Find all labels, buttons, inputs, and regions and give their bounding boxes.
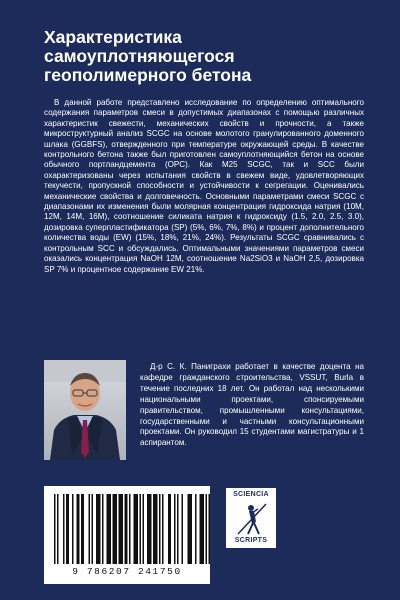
barcode-bar xyxy=(162,494,164,564)
author-bio: Д-р С. К. Паниграхи работает в качестве доцента на кафедре гражданского строительства, VSSUT, Burla в течение последних 18 лет. Он работал над несколькими национальными проектами, спонсируемыми правительством, промышленными консультациями, государственными и частными консультационными проектами. Он руководил 15 студентами магистратуры и 1 аспирантом. xyxy=(140,362,364,448)
barcode-bar xyxy=(114,494,116,564)
barcode-bar xyxy=(57,494,59,564)
barcode-bar xyxy=(159,494,161,564)
barcode-bar xyxy=(122,494,124,564)
logo-text-top: SCIENCIA xyxy=(233,491,269,498)
barcode-bar xyxy=(83,494,85,564)
barcode-bar xyxy=(134,494,136,564)
barcode-bar xyxy=(182,494,184,564)
barcode-bar xyxy=(77,494,79,564)
barcode-bar xyxy=(113,494,115,564)
barcode-bar xyxy=(135,494,137,564)
barcode-bar xyxy=(126,494,128,564)
isbn-barcode xyxy=(44,486,210,584)
barcode-bar xyxy=(137,494,139,564)
barcode-bar xyxy=(155,494,157,564)
barcode-bar xyxy=(107,494,109,564)
barcode-bar xyxy=(170,494,172,564)
barcode-bar xyxy=(63,494,65,564)
book-title xyxy=(44,28,364,85)
barcode-bar xyxy=(191,494,193,564)
barcode-bar xyxy=(195,494,197,564)
title-line-2: самоуплотняющегося xyxy=(44,46,235,66)
barcode-bar xyxy=(102,494,104,564)
barcode-bar xyxy=(203,494,205,564)
barcode-bar xyxy=(98,494,100,564)
barcode-bar xyxy=(206,494,208,564)
author-portrait-illustration xyxy=(44,360,126,460)
barcode-bar xyxy=(149,494,151,564)
barcode-bar xyxy=(78,494,80,564)
barcode-bar xyxy=(201,494,203,564)
barcode-bar xyxy=(150,494,152,564)
barcode-bar xyxy=(147,494,149,564)
barcode-bar xyxy=(54,494,56,564)
barcode-bar xyxy=(119,494,121,564)
barcode-bar xyxy=(99,494,101,564)
barcode-bar xyxy=(129,494,131,564)
barcode-bar xyxy=(189,494,191,564)
barcode-bar xyxy=(143,494,145,564)
barcode-bar xyxy=(168,494,170,564)
barcode-bar xyxy=(92,494,94,564)
publisher-logo xyxy=(226,488,276,548)
barcode-bar xyxy=(96,494,98,564)
barcode-bar xyxy=(116,494,118,564)
barcode-bar xyxy=(188,494,190,564)
logo-text-bottom: SCRIPTS xyxy=(234,537,268,544)
barcode-bar xyxy=(200,494,202,564)
barcode-bar xyxy=(140,494,142,564)
barcode-bar xyxy=(68,494,70,564)
barcode-bar xyxy=(153,494,155,564)
barcode-bar xyxy=(110,494,112,564)
barcode-bar xyxy=(72,494,74,564)
barcode-bar xyxy=(120,494,122,564)
barcode-bar xyxy=(125,494,127,564)
barcode-bar xyxy=(81,494,83,564)
title-line-1: Характеристика xyxy=(44,27,182,47)
barcode-bar xyxy=(89,494,91,564)
title-line-3: геополимерного бетона xyxy=(44,65,252,85)
author-photo xyxy=(44,360,126,460)
abstract-text: В данной работе представлено исследование по определению оптимального содержания параметров смеси в допустимых диапазонах с помощью различных характеристик свежести, механических свойств и прочности, а также микроструктурный анализ SCGC на основе молотого гранулированного доменного шлака (GGBFS), отвержденного при температуре окружающей среды. В качестве контрольного бетона также был приготовлен самоуплотняющийся бетон на основе обычного портландцемента (OPC). Как M25 SCGC, так и SCC были охарактеризованы через испытания свойств в свежем виде, удовлетворяющих текучести, пропускной способности и устойчивости к сегрегации. Оценивались механические свойства и долговечность. Основными параметрами смеси SCGC с диапазонами их изменения были молярная концентрация гидроксида натрия (10M, 12M, 14M, 16M), соотношение силиката натрия к гидроксиду (1.5, 2.0, 2.5, 3.0), дозировка суперпластификатора (SP) (5%, 6%, 7%, 8%) и процент дополнительного количества воды (EW) (15%, 18%, 21%, 24%). Результаты SCGC сравнивались с контрольным SCC и обсуждались. Оптимальными значениями параметров смеси оказались концентрация NaOH 12M, соотношение Na2SiO3 и NaOH 2,5, дозировка SP 7% и процентное содержание EW 21%. xyxy=(44,98,364,274)
barcode-bar xyxy=(156,494,158,564)
barcode-bar xyxy=(209,494,211,564)
barcode-bar xyxy=(108,494,110,564)
isbn-number: 9 786207 241750 xyxy=(72,566,182,577)
barcode-bar xyxy=(177,494,179,564)
barcode-bar xyxy=(66,494,68,564)
barcode-bar xyxy=(174,494,176,564)
